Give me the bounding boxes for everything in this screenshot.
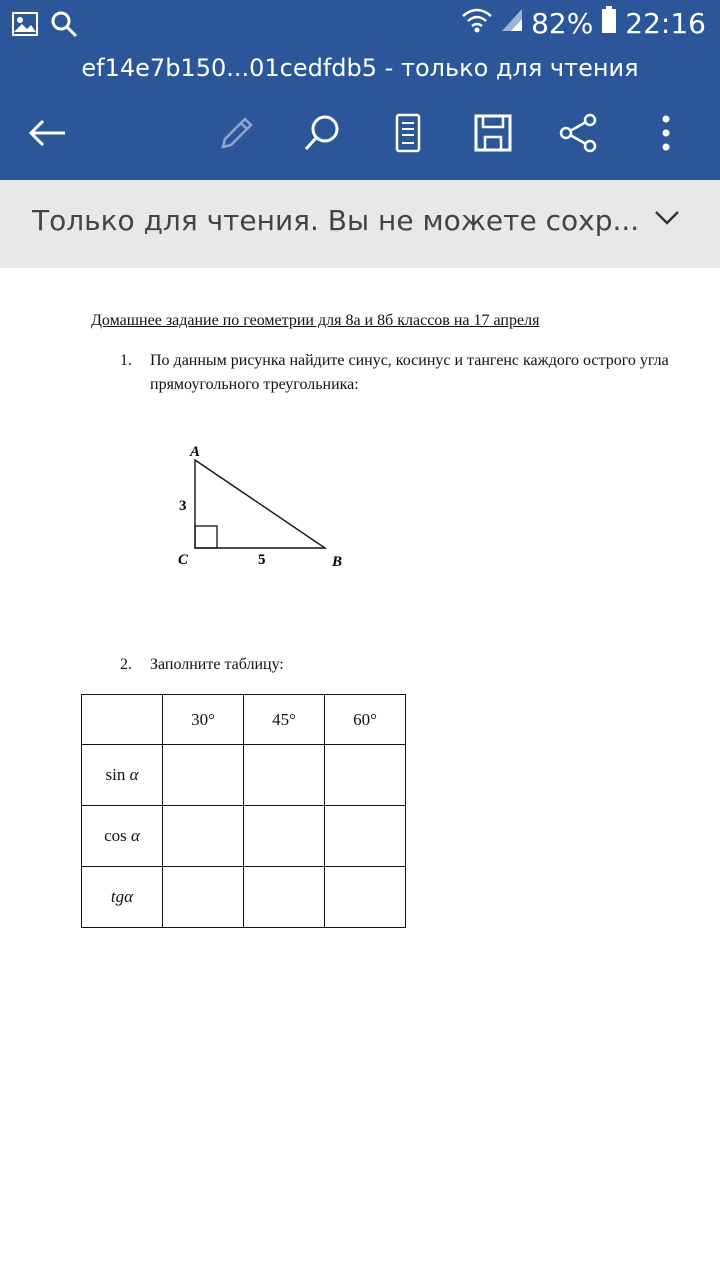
side-ac-length: 3 (179, 498, 187, 514)
clock: 22:16 (625, 7, 706, 40)
row-label-tg: tgα (82, 867, 163, 928)
table-cell (163, 745, 244, 806)
table-header-cell: 30° (163, 695, 244, 745)
triangle-figure (170, 438, 370, 578)
search-icon[interactable] (297, 108, 347, 158)
table-cell (244, 867, 325, 928)
task-1-number: 1. (120, 352, 132, 369)
table-cell (163, 867, 244, 928)
toolbar (0, 108, 720, 158)
task-2-text: Заполните таблицу: (150, 656, 284, 673)
signal-icon (501, 7, 523, 40)
triangle (195, 460, 325, 548)
pencil-icon[interactable] (212, 108, 262, 158)
banner-text: Только для чтения. Вы не можете сохр... (32, 204, 640, 237)
task-1-line-1: По данным рисунка найдите синус, косинус и тангенс каждого острого угла (150, 352, 669, 369)
save-icon[interactable] (468, 108, 518, 158)
side-cb-length: 5 (258, 552, 266, 568)
app-header (0, 48, 720, 180)
status-bar (0, 0, 720, 48)
battery-icon (601, 6, 617, 41)
read-only-banner[interactable] (0, 180, 720, 268)
document-heading: Домашнее задание по геометрии для 8а и 8б классов на 17 апреля (91, 312, 540, 329)
wifi-icon (461, 7, 493, 40)
table-header-cell (82, 695, 163, 745)
task-1-line-2: прямоугольного треугольника: (150, 376, 359, 393)
image-icon (12, 12, 38, 40)
row-label-sin: sin α (82, 745, 163, 806)
table-row (82, 867, 406, 928)
document-title: ef14e7b150...01cedfdb5 - только для чтения (81, 54, 639, 82)
table-cell (244, 806, 325, 867)
reading-view-icon[interactable] (383, 108, 433, 158)
search-icon (50, 10, 78, 42)
table-header-row (82, 695, 406, 745)
row-label-cos: cos α (82, 806, 163, 867)
share-icon[interactable] (553, 108, 603, 158)
more-icon[interactable] (641, 108, 691, 158)
table-row (82, 806, 406, 867)
task-2-number: 2. (120, 656, 132, 673)
table-header-cell: 60° (325, 695, 406, 745)
table-cell (325, 867, 406, 928)
back-icon[interactable] (22, 108, 72, 158)
document-page[interactable] (0, 268, 720, 1280)
table-cell (325, 806, 406, 867)
label-b: B (332, 554, 343, 570)
table-cell (325, 745, 406, 806)
label-c: C (178, 552, 189, 568)
table-header-cell: 45° (244, 695, 325, 745)
table-cell (244, 745, 325, 806)
label-a: A (190, 444, 201, 460)
trig-table (81, 694, 406, 928)
chevron-down-icon[interactable] (654, 210, 680, 230)
battery-percent: 82% (531, 7, 594, 40)
table-row (82, 745, 406, 806)
table-cell (163, 806, 244, 867)
right-angle-mark (195, 526, 217, 548)
